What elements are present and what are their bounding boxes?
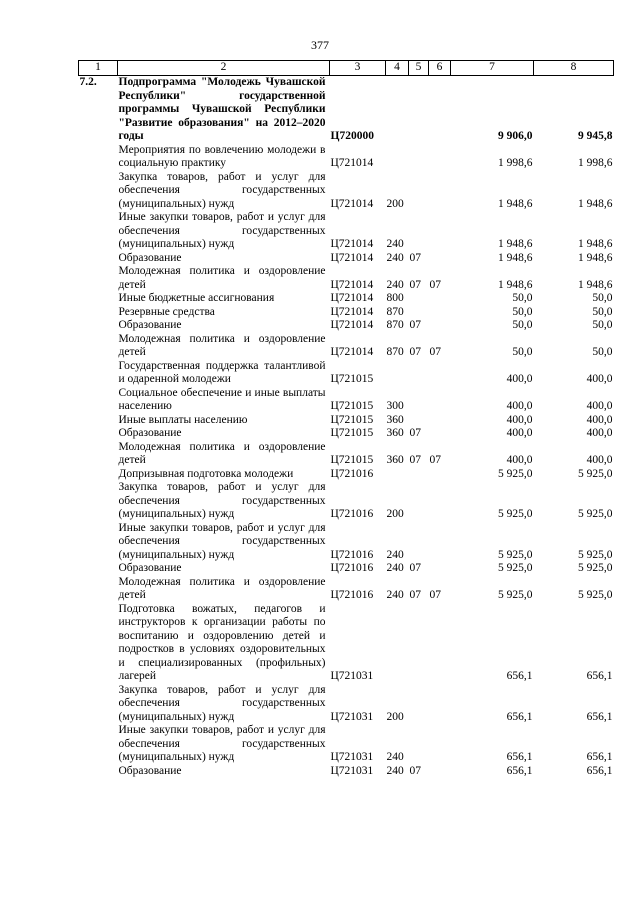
subsection-cell <box>429 76 451 144</box>
amount-2015-cell: 1 948,6 <box>498 278 533 291</box>
item-name-cell: Подпрограмма "Молодежь Чувашской Республики" государственной программы Чувашской Республики "Развитие образования" на 2012–2020 годы <box>118 76 326 142</box>
subsection-cell: 07 <box>429 346 441 358</box>
row-number-cell <box>79 414 118 428</box>
header-cell: 3 <box>330 61 386 76</box>
row-number-cell <box>79 468 118 482</box>
amount-2016-cell: 400,0 <box>586 427 613 439</box>
subsection-cell <box>429 292 451 306</box>
table-row <box>79 211 614 252</box>
expense-group-cell: 360 <box>386 454 404 466</box>
target-code-cell: Ц720000 <box>330 130 374 142</box>
section-cell <box>409 306 429 320</box>
table-row <box>79 319 614 333</box>
subsection-cell <box>429 562 451 576</box>
section-cell <box>409 724 429 765</box>
item-name-cell: Молодежная политика и оздоровление детей <box>118 440 326 466</box>
header-cell: 4 <box>386 61 409 76</box>
subsection-cell <box>429 171 451 212</box>
section-cell <box>409 684 429 725</box>
section-cell <box>409 171 429 212</box>
row-number-cell <box>79 765 118 779</box>
amount-2016-cell: 50,0 <box>592 346 613 358</box>
row-number-cell <box>79 144 118 171</box>
target-code-cell: Ц721014 <box>330 278 374 291</box>
row-number-cell <box>79 562 118 576</box>
target-code-cell: Ц721014 <box>330 251 374 264</box>
expense-group-cell: 240 <box>386 751 404 763</box>
amount-2016-cell: 5 925,0 <box>578 548 613 561</box>
subsection-cell <box>429 414 451 428</box>
amount-2016-cell: 50,0 <box>592 292 613 304</box>
expense-group-cell: 300 <box>386 400 404 412</box>
section-cell <box>409 76 429 144</box>
amount-2016-cell: 5 925,0 <box>578 589 613 601</box>
section-cell <box>409 481 429 522</box>
section-cell: 07 <box>409 319 421 331</box>
amount-2015-cell: 50,0 <box>512 319 533 331</box>
section-cell: 07 <box>409 454 421 466</box>
amount-2016-cell: 5 925,0 <box>578 508 613 520</box>
target-code-cell: Ц721016 <box>330 589 374 601</box>
amount-2015-cell: 5 925,0 <box>498 508 533 520</box>
table-row <box>79 76 614 144</box>
table-row <box>79 684 614 725</box>
amount-2015-cell: 5 925,0 <box>498 467 533 480</box>
table-row <box>79 562 614 576</box>
expense-group-cell: 200 <box>386 710 404 723</box>
expense-group-cell: 870 <box>386 346 404 358</box>
amount-2015-cell: 50,0 <box>512 292 533 304</box>
header-cell: 7 <box>451 61 534 76</box>
amount-2016-cell: 400,0 <box>586 400 613 412</box>
budget-table <box>78 60 614 778</box>
expense-group-cell: 240 <box>386 251 404 264</box>
table-row <box>79 252 614 266</box>
amount-2016-cell: 1 948,6 <box>578 251 613 264</box>
table-row <box>79 468 614 482</box>
amount-2015-cell: 656,1 <box>506 710 533 723</box>
header-cell: 6 <box>429 61 451 76</box>
amount-2016-cell: 656,1 <box>586 670 613 682</box>
subsection-cell <box>429 468 451 482</box>
target-code-cell: Ц721015 <box>330 413 374 426</box>
section-cell <box>409 292 429 306</box>
item-name-cell: Мероприятия по вовлечению молодежи в социальную практику <box>118 143 326 169</box>
target-code-cell: Ц721014 <box>330 292 374 304</box>
amount-2015-cell: 400,0 <box>506 400 533 412</box>
target-code-cell: Ц721016 <box>330 467 374 480</box>
table-row <box>79 265 614 292</box>
section-cell <box>409 468 429 482</box>
item-name-cell: Закупка товаров, работ и услуг для обеспечения государственных (муниципальных) нужд <box>118 683 326 723</box>
expense-group-cell: 870 <box>386 305 404 318</box>
section-cell <box>409 414 429 428</box>
item-name-cell: Образование <box>118 251 182 264</box>
item-name-cell: Образование <box>118 562 182 574</box>
expense-group-cell: 360 <box>386 413 404 426</box>
row-number-cell <box>79 211 118 252</box>
amount-2015-cell: 656,1 <box>506 751 533 763</box>
row-number-cell <box>79 306 118 320</box>
section-cell: 07 <box>409 346 421 358</box>
row-number-cell <box>79 684 118 725</box>
target-code-cell: Ц721014 <box>330 305 374 318</box>
header-cell: 5 <box>409 61 429 76</box>
row-number-cell <box>79 252 118 266</box>
expense-group-cell: 800 <box>386 292 404 304</box>
section-cell <box>409 211 429 252</box>
row-number-cell <box>79 171 118 212</box>
section-cell <box>409 387 429 414</box>
amount-2016-cell: 400,0 <box>586 454 613 466</box>
amount-2016-cell: 50,0 <box>592 305 613 318</box>
target-code-cell: Ц721015 <box>330 454 374 466</box>
item-name-cell: Иные выплаты населению <box>118 413 248 426</box>
table-row <box>79 765 614 779</box>
target-code-cell: Ц721015 <box>330 427 374 439</box>
expense-group-cell <box>386 76 409 144</box>
subsection-cell <box>429 211 451 252</box>
amount-2016-cell: 656,1 <box>586 751 613 763</box>
page-number: 377 <box>311 38 329 52</box>
item-name-cell: Молодежная политика и оздоровление детей <box>118 265 326 291</box>
subsection-cell: 07 <box>429 589 441 601</box>
table-row <box>79 171 614 212</box>
subsection-cell <box>429 684 451 725</box>
amount-2016-cell: 1 998,6 <box>578 157 613 169</box>
target-code-cell: Ц721014 <box>330 197 374 210</box>
table-row <box>79 427 614 441</box>
table-row <box>79 360 614 387</box>
item-name-cell: Закупка товаров, работ и услуг для обеспечения государственных (муниципальных) нужд <box>118 481 326 520</box>
section-cell: 07 <box>409 251 421 264</box>
amount-2015-cell: 400,0 <box>506 427 533 439</box>
target-code-cell: Ц721031 <box>330 710 374 723</box>
amount-2015-cell: 656,1 <box>506 764 533 777</box>
expense-group-cell: 240 <box>386 278 404 291</box>
expense-group-cell: 360 <box>386 427 404 439</box>
table-body <box>79 76 614 779</box>
amount-2016-cell: 9 945,8 <box>578 130 613 142</box>
subsection-cell <box>429 144 451 171</box>
target-code-cell: Ц721014 <box>330 346 374 358</box>
expense-group-cell <box>386 144 409 171</box>
amount-2015-cell: 400,0 <box>506 454 533 466</box>
target-code-cell: Ц721016 <box>330 562 374 574</box>
target-code-cell: Ц721014 <box>330 238 374 250</box>
amount-2016-cell: 400,0 <box>586 373 613 385</box>
target-code-cell: Ц721015 <box>330 400 374 412</box>
item-name-cell: Образование <box>118 319 182 331</box>
row-number-cell <box>79 265 118 292</box>
amount-2015-cell: 1 948,6 <box>498 197 533 210</box>
table-row <box>79 387 614 414</box>
row-number-cell <box>79 441 118 468</box>
section-cell: 07 <box>409 278 421 291</box>
item-name-cell: Резервные средства <box>118 305 215 318</box>
row-number-cell <box>79 481 118 522</box>
expense-group-cell: 200 <box>386 197 404 210</box>
item-name-cell: Иные закупки товаров, работ и услуг для обеспечения государственных (муниципальных) нужд <box>118 211 326 250</box>
item-name-cell: Закупка товаров, работ и услуг для обеспечения государственных (муниципальных) нужд <box>118 170 326 210</box>
row-number-cell <box>79 427 118 441</box>
target-code-cell: Ц721031 <box>330 670 374 682</box>
subsection-cell <box>429 522 451 563</box>
subsection-cell: 07 <box>429 278 441 291</box>
target-code-cell: Ц721014 <box>330 319 374 331</box>
amount-2015-cell: 400,0 <box>506 413 533 426</box>
row-number-cell <box>79 319 118 333</box>
item-name-cell: Допризывная подготовка молодежи <box>118 467 294 480</box>
expense-group-cell <box>386 360 409 387</box>
expense-group-cell: 240 <box>386 562 404 574</box>
section-cell: 07 <box>409 764 421 777</box>
target-code-cell: Ц721015 <box>330 373 374 385</box>
amount-2015-cell: 50,0 <box>512 346 533 358</box>
amount-2015-cell: 656,1 <box>506 670 533 682</box>
amount-2015-cell: 1 948,6 <box>498 238 533 250</box>
amount-2016-cell: 1 948,6 <box>578 197 613 210</box>
section-cell: 07 <box>409 589 421 601</box>
table-row <box>79 144 614 171</box>
item-name-cell: Социальное обеспечение и иные выплаты населению <box>118 386 326 412</box>
table-row <box>79 576 614 603</box>
item-name-cell: Молодежная политика и оздоровление детей <box>118 575 326 601</box>
amount-2015-cell: 9 906,0 <box>498 130 533 142</box>
table-row <box>79 292 614 306</box>
expense-group-cell: 240 <box>386 764 404 777</box>
amount-2016-cell: 656,1 <box>586 710 613 723</box>
amount-2015-cell: 1 998,6 <box>498 157 533 169</box>
amount-2015-cell: 400,0 <box>506 373 533 385</box>
table-row <box>79 306 614 320</box>
section-cell <box>409 603 429 684</box>
amount-2015-cell: 5 925,0 <box>498 589 533 601</box>
item-name-cell: Иные закупки товаров, работ и услуг для обеспечения государственных (муниципальных) нужд <box>118 521 326 561</box>
table-row <box>79 441 614 468</box>
table-row <box>79 603 614 684</box>
table-row <box>79 481 614 522</box>
expense-group-cell: 240 <box>386 238 404 250</box>
section-cell <box>409 360 429 387</box>
amount-2016-cell: 1 948,6 <box>578 278 613 291</box>
header-cell: 8 <box>534 61 614 76</box>
section-cell <box>409 522 429 563</box>
row-number-cell <box>79 387 118 414</box>
item-name-cell: Государственная поддержка талантливой и одаренной молодежи <box>118 359 326 385</box>
target-code-cell: Ц721014 <box>330 157 374 169</box>
table-row <box>79 522 614 563</box>
target-code-cell: Ц721031 <box>330 764 374 777</box>
table-row <box>79 333 614 360</box>
amount-2016-cell: 1 948,6 <box>578 238 613 250</box>
subsection-cell <box>429 481 451 522</box>
amount-2015-cell: 1 948,6 <box>498 251 533 264</box>
amount-2016-cell: 400,0 <box>586 413 613 426</box>
item-name-cell: Молодежная политика и оздоровление детей <box>118 332 326 358</box>
section-cell: 07 <box>409 427 421 439</box>
amount-2016-cell: 50,0 <box>592 319 613 331</box>
item-name-cell: Иные бюджетные ассигнования <box>118 292 275 304</box>
subsection-cell <box>429 427 451 441</box>
amount-2016-cell: 656,1 <box>586 764 613 777</box>
section-cell: 07 <box>409 562 421 574</box>
subsection-cell <box>429 319 451 333</box>
header-row <box>79 61 614 76</box>
section-cell <box>409 144 429 171</box>
row-number-cell <box>79 333 118 360</box>
expense-group-cell: 870 <box>386 319 404 331</box>
target-code-cell: Ц721016 <box>330 508 374 520</box>
subsection-cell <box>429 306 451 320</box>
amount-2016-cell: 5 925,0 <box>578 467 613 480</box>
table-row <box>79 414 614 428</box>
row-number-cell: 7.2. <box>79 76 97 88</box>
target-code-cell: Ц721031 <box>330 751 374 763</box>
row-number-cell <box>79 522 118 563</box>
subsection-cell <box>429 603 451 684</box>
item-name-cell: Образование <box>118 427 182 439</box>
amount-2015-cell: 5 925,0 <box>498 548 533 561</box>
expense-group-cell: 240 <box>386 548 404 561</box>
row-number-cell <box>79 724 118 765</box>
row-number-cell <box>79 603 118 684</box>
header-cell: 2 <box>118 61 330 76</box>
amount-2016-cell: 5 925,0 <box>578 562 613 574</box>
subsection-cell <box>429 765 451 779</box>
subsection-cell <box>429 724 451 765</box>
item-name-cell: Образование <box>118 764 182 777</box>
amount-2015-cell: 5 925,0 <box>498 562 533 574</box>
subsection-cell <box>429 387 451 414</box>
expense-group-cell <box>386 468 409 482</box>
target-code-cell: Ц721016 <box>330 548 374 561</box>
item-name-cell: Подготовка вожатых, педагогов и инструкторов к организации работы по воспитанию и оздоровлению детей и подростков в условиях оздоровительных и специализированных (профильных) лагерей <box>118 602 326 682</box>
row-number-cell <box>79 576 118 603</box>
expense-group-cell <box>386 603 409 684</box>
expense-group-cell: 240 <box>386 589 404 601</box>
subsection-cell <box>429 360 451 387</box>
subsection-cell <box>429 252 451 266</box>
amount-2015-cell: 50,0 <box>512 305 533 318</box>
table-row <box>79 724 614 765</box>
item-name-cell: Иные закупки товаров, работ и услуг для обеспечения государственных (муниципальных) нужд <box>118 724 326 763</box>
expense-group-cell: 200 <box>386 508 404 520</box>
row-number-cell <box>79 292 118 306</box>
header-cell: 1 <box>79 61 118 76</box>
row-number-cell <box>79 360 118 387</box>
subsection-cell: 07 <box>429 454 441 466</box>
